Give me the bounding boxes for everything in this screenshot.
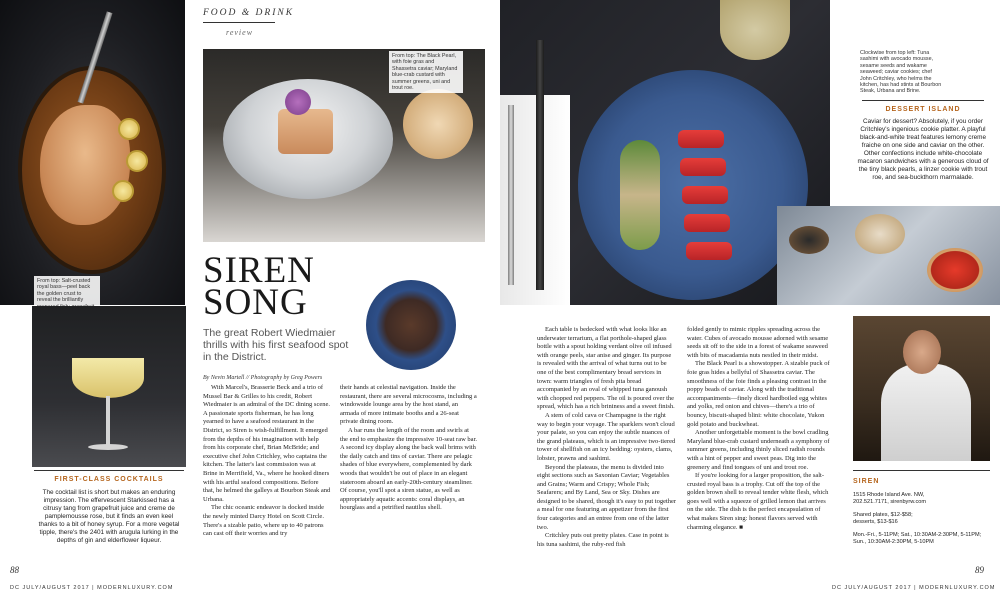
sidebar-cocktails-body: The cocktail list is short but makes an enduring impression. The effervescent Starkissed has a citrusy tang from grapefruit juice and creme de pamplemousse rose, but it finds an even keel thanks to a bit of honey syrup. For a more vegetal tipple, there's the 2401 with arugula lurking in the depths of gin and elderflower liqueur. — [38, 489, 180, 544]
body-paragraph: The Black Pearl is a showstopper. A sizable puck of foie gras hides a bellyful of Shassetra caviar. The smoothness of the foie finds a pleasing contrast in the poppy beads of caviar. Along with the traditional accompaniments—finely diced hardboiled egg whites and yolks, red onion and chives—there's a trio of bouncy, biscuit-shaped blini: white chocolate, Yukon gold potato and buckwheat. — [687, 360, 830, 428]
glass-foot — [88, 444, 128, 450]
siren-address: 1515 Rhode Island Ave. NW, — [853, 492, 925, 498]
sidebar-rule — [853, 470, 990, 471]
siren-dessert-prices: desserts, $13-$16 — [853, 519, 898, 526]
coupe-glass — [72, 358, 144, 398]
siren-prices: Shared plates, $12-$58; — [853, 511, 913, 518]
headline — [203, 250, 315, 323]
lemon-slice — [112, 180, 134, 202]
section-label: FOOD & DRINK — [203, 8, 295, 18]
body-paragraph: The chic oceanic endeavor is docked inside the newly minted Darcy Hotel on Scott Circle. There's a sizable patio, where up to 40 patrons can cast off their worries and try — [203, 504, 324, 538]
dessert-blur — [403, 89, 473, 159]
body-paragraph: Critchley puts out pretty plates. Case in point is his tuna sashimi, the ruby-red fish — [537, 532, 669, 548]
macaron — [855, 214, 905, 254]
photo-cocktail — [32, 306, 186, 467]
caviar-cookie — [789, 226, 829, 254]
folio-left: DC JULY/AUGUST 2017 | MODERNLUXURY.COM — [10, 585, 174, 591]
siren-info-box — [853, 492, 990, 546]
photo-caviar-cookies — [777, 206, 1000, 305]
glass-stem — [106, 396, 110, 446]
sidebar-cocktails-heading: FIRST-CLASS COCKTAILS — [54, 476, 164, 483]
knife — [536, 40, 544, 290]
deck: The great Robert Wiedmaier thrills with his first seafood spot in the District. — [203, 327, 349, 363]
body-paragraph: Another unforgettable moment is the bowl cradling Maryland blue-crab custard underneath a symphony of summer greens, including thinly sliced radish rounds with a hint of pepper and sweet peas. Dig into the greenery and find tongues of uni and trout roe. — [687, 429, 830, 471]
foie-gras — [278, 109, 333, 154]
caption-frozen: From top: The Black Pearl, with foie gras and Shassetra caviar; Maryland blue-crab custard with summer greens, uni and trout roe. — [389, 51, 463, 93]
tuna-slice — [686, 242, 732, 260]
tuna-slice — [684, 214, 730, 232]
page-number-right: 89 — [975, 565, 984, 575]
body-column-2 — [340, 384, 477, 513]
sidebar-rule — [862, 100, 984, 101]
tuna-slice — [678, 130, 724, 148]
body-paragraph: their hands at celestial navigation. Inside the restaurant, there are several microcosms, including a windowside lounge area by the host stand, an armada of more intimate booths and a 26-seat private dining room. — [340, 384, 477, 426]
lemon-slice — [126, 150, 148, 172]
bass-fish — [40, 105, 130, 225]
body-column-1 — [203, 384, 331, 539]
body-paragraph: Beyond the plateaus, the menu is divided into eight sections such as Saxonian Caviar; Vegetables and Grains; Warm and Crispy; Whole Fish; Seafarers; and By Land, Sea or Sky. Dishes are designed to be shared, though it's easy to put together a meal for one featuring an appetizer from the first four categories and an entree from one of the latter two. — [537, 463, 677, 531]
photo-salt-crusted-bass — [0, 0, 185, 305]
blue-plate — [578, 70, 808, 300]
sidebar-dessert-heading: DESSERT ISLAND — [885, 106, 961, 113]
photo-chef — [853, 316, 990, 461]
siren-contact: 202.521.7171, sirenbyrw.com — [853, 499, 927, 506]
review-label: review — [226, 28, 254, 37]
photo-black-pearl — [203, 49, 485, 242]
headline-line2: SONG — [203, 282, 308, 323]
body-paragraph: folded gently to mimic ripples spreading across the water. Cubes of avocado mousse adorned with sesame seeds sit off to the side in a forest of wakame seaweed with bits of macadamia nuts nestled in their midst. — [687, 326, 829, 359]
seaweed-garnish — [620, 140, 660, 250]
body-column-3 — [537, 326, 677, 549]
folio-right: DC JULY/AUGUST 2017 | MODERNLUXURY.COM — [832, 585, 996, 591]
body-paragraph: With Marcel's, Brasserie Beck and a trio of Mussel Bar & Grilles to his credit, Robert Wiedmaier is an admiral of the DC dining scene. A passionate sports fisherman, he has long yearned to have a seafood restaurant in the District, so Siren is wish-fulfillment. It emerged from the depths of his imagination with help from his corporate chef, Brian McBride; and executive chef John Critchley, who captains the kitchen. The latter's last commission was at Brine in Merrifield, Va., where he hooked diners with his artful seafood compositions. Before that, he helmed the galleys at Bourbon Steak and Urbana. — [203, 384, 331, 503]
tuna-slice — [680, 158, 726, 176]
trout-roe-cookie — [927, 248, 983, 292]
byline: By Nevin Martell // Photography by Greg Powers — [203, 375, 323, 381]
photo-crab-custard — [346, 276, 476, 376]
body-paragraph: If you're looking for a larger proposition, the salt-crusted royal bass is a trophy. Cut off the top of the golden brown shell to reveal tender white flesh, which goes well with a squeeze of grilled lemon that arrives on the side. The dish is the perfect encapsulation of what makes Siren sing: honest flavors served with charming elegance. ■ — [687, 472, 829, 531]
page-number-left: 88 — [10, 565, 19, 575]
sidebar-dessert-body: Caviar for dessert? Absolutely, if you order Critchley's ingenious cookie platter. A playful black-and-white treat features lemony creme fraiche on one side and caviar on the other. Other confections include white-chocolate macaron sandwiches with a generous cloud of the tiny black pearls, a linzer cookie with trout roe, and sea-buckthorn marmalade. — [857, 118, 989, 181]
section-rule — [203, 22, 275, 23]
body-paragraph: A bar runs the length of the room and swirls at the end to emphasize the impressive 10-seat raw bar. A second icy display along the back wall brims with the daily catch and tins of caviar. There are pelagic shades of blue everywhere, complemented by dark woods that wouldn't be out of place in an elegant stateroom aboard an early-20th-century steamliner. Of course, you'll spot a siren statue, as well as appropriately aquatic accents: coral displays, an hourglass and a petrified nautilus shell. — [340, 426, 477, 512]
headline-line1: SIREN — [203, 250, 315, 291]
blue-bowl — [366, 280, 456, 370]
chef-coat — [881, 364, 971, 461]
tuna-slice — [682, 186, 728, 204]
sidebar-rule — [34, 470, 184, 471]
body-paragraph: Each table is bedecked with what looks like an underwater terrarium, a flat porthole-shaped glass bottle with a spout holding verdant olive oil infused with orange peels, star anise and ginger. Its purpose is revealed with the arrival of what turns out to be one of the best complimentary bread services in town: warm triangles of fresh pita bread accompanied by an oval of whipped tuna ganoush with chopped red peppers. The oil is poured over the spread, which has a rich brininess and a sweet finish. — [537, 326, 675, 411]
siren-info-heading: SIREN — [853, 478, 880, 485]
wine-glass — [720, 0, 790, 60]
flower-garnish — [285, 89, 311, 115]
lemon-slice — [118, 118, 140, 140]
chef-head — [903, 330, 941, 374]
body-paragraph: A stem of cold cava or Champagne is the right way to begin your voyage. The sparklers won't cloud your palate, so you can enjoy the subtle nuances of the grand plateaus, which is an impressive two-tiered tower of shellfish on an icy bedding: oysters, clams, lobster, prawns and sashimi. — [537, 411, 676, 462]
siren-hours: Mon.-Fri., 5-11PM; Sat., 10:30AM-2:30PM, 5-11PM; Sun., 10:30AM-2:30PM, 5-10PM — [853, 531, 982, 546]
caption-tuna: Clockwise from top left: Tuna sashimi with avocado mousse, sesame seeds and wakame seaweed; caviar cookies; chef John Critchley, who helms the kitchen, has had stints at Bourbon Steak, Urbana and Brine. — [860, 50, 942, 95]
fork — [508, 105, 514, 285]
caption-fish: From top: Salt-crusted royal bass—peel back the golden crust to reveal the brilliantly — [34, 276, 100, 331]
body-column-4 — [687, 326, 833, 532]
